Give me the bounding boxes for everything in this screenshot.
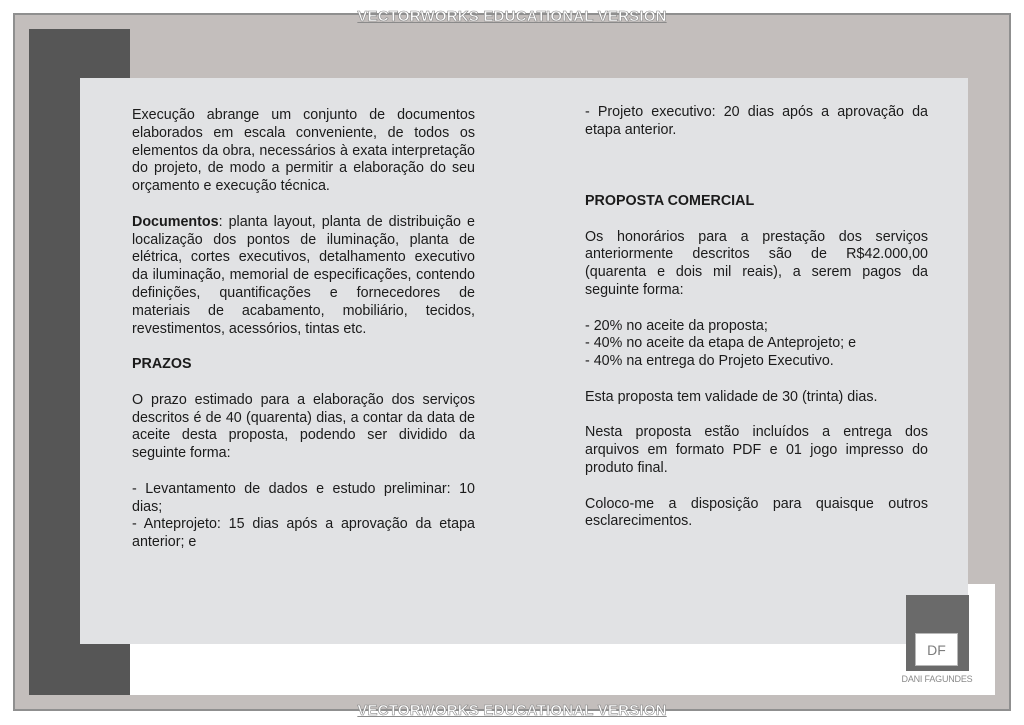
pagamento-item-1: - 20% no aceite da proposta; [585,317,768,334]
pagamento-item-2: - 40% no aceite da etapa de Anteprojeto; e [585,335,857,352]
honorarios-paragraph: Os honorários para a prestação dos serviços anteriormente descritos são de R$42.000,00 (quarenta e dois mil reais), a serem pagos da seguinte forma: [585,228,928,298]
watermark-top: VECTORWORKS EDUCATIONAL VERSION [357,8,667,25]
pagamento-item-3: - 40% na entrega do Projeto Executivo. [585,353,834,370]
right-column [585,104,928,531]
proposta-heading: PROPOSTA COMERCIAL [585,192,755,209]
intro-paragraph: Execução abrange um conjunto de documentos elaborados em escala conveniente, de todos os elementos da obra, necessários à exata interpretação do projeto, de modo a permitir a elaboração do seu orçamento e execução técnica. [132,107,475,195]
fechamento-paragraph: Coloco-me a disposição para quaisque outros esclarecimentos. [585,495,928,530]
documentos-paragraph [132,214,475,339]
item-anteprojeto: - Anteprojeto: 15 dias após a aprovação da etapa anterior; e [132,516,475,551]
inclusos-paragraph: Nesta proposta estão incluídos a entrega dos arquivos em formato PDF e 01 jogo impresso do produto final. [585,424,928,476]
item-levantamento: - Levantamento de dados e estudo preliminar: 10 dias; [132,480,475,515]
logo-initials: DF [915,633,958,666]
left-column [132,107,475,552]
prazos-heading: PRAZOS [132,356,192,373]
logo-caption: DANI FAGUNDES [901,674,973,684]
documentos-text: : planta layout, planta de distribuição e localização dos pontos de iluminação, planta de elétrica, cortes executivos, detalhamento executivo da iluminação, memorial de especificações, contendo definições, quantificações e fornecedores de materiais de acabamento, mobiliário, tecidos, revestimentos, acessórios, tintas etc. [132,213,475,337]
watermark-bottom: VECTORWORKS EDUCATIONAL VERSION [357,702,667,719]
documentos-label: Documentos [132,213,219,230]
validade-paragraph: Esta proposta tem validade de 30 (trinta) dias. [585,388,878,405]
item-executivo: - Projeto executivo: 20 dias após a aprovação da etapa anterior. [585,104,928,138]
prazos-paragraph: O prazo estimado para a elaboração dos serviços descritos é de 40 (quarenta) dias, a contar da data de aceite desta proposta, podendo ser dividido da seguinte forma: [132,391,475,462]
